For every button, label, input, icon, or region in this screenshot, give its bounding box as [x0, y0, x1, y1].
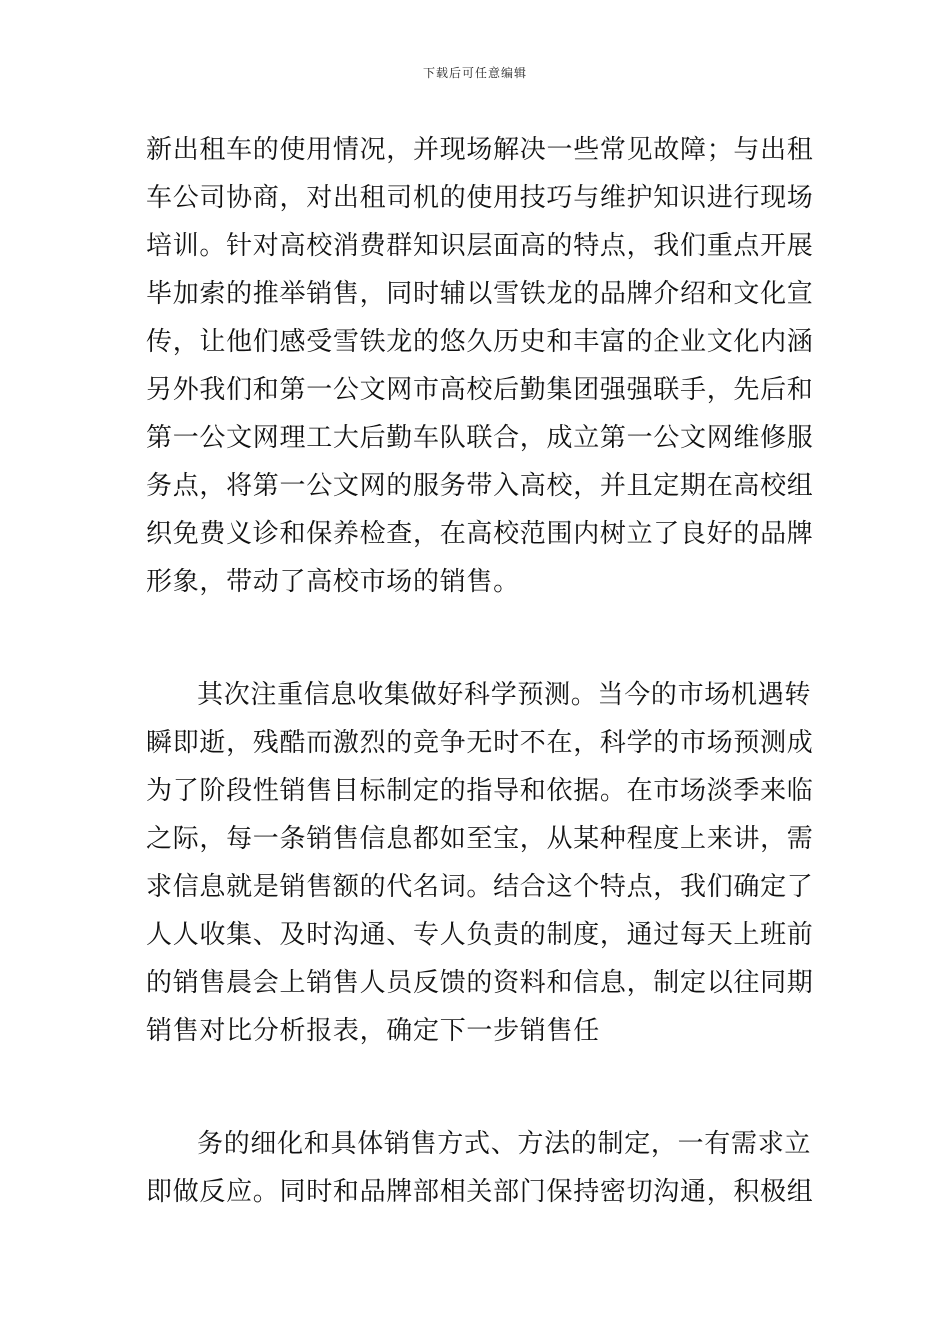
body-line: 新出租车的使用情况，并现场解决一些常见故障；与出租 [146, 135, 814, 165]
body-line: 车公司协商，对出租司机的使用技巧与维护知识进行现场 [146, 183, 814, 213]
body-line: 瞬即逝，残酷而激烈的竞争无时不在，科学的市场预测成 [146, 728, 814, 758]
body-line-indented: 务的细化和具体销售方式、方法的制定，一有需求立 [197, 1129, 812, 1159]
page-header: 下载后可任意编辑 [422, 66, 527, 80]
body-line: 毕加索的推举销售，同时辅以雪铁龙的品牌介绍和文化宣 [146, 279, 814, 309]
body-line-indented: 其次注重信息收集做好科学预测。当今的市场机遇转 [197, 680, 812, 710]
body-line: 即做反应。同时和品牌部相关部门保持密切沟通，积极组 [146, 1177, 814, 1207]
body-line: 形象，带动了高校市场的销售。 [146, 567, 520, 597]
body-line: 的销售晨会上销售人员反馈的资料和信息，制定以往同期 [146, 968, 814, 998]
body-line: 为了阶段性销售目标制定的指导和依据。在市场淡季来临 [146, 776, 814, 806]
body-line: 销售对比分析报表，确定下一步销售任 [146, 1016, 600, 1046]
body-line: 之际，每一条销售信息都如至宝，从某种程度上来讲，需 [146, 824, 814, 854]
body-line: 传，让他们感受雪铁龙的悠久历史和丰富的企业文化内涵 [146, 327, 814, 357]
body-line: 求信息就是销售额的代名词。结合这个特点，我们确定了 [146, 872, 814, 902]
body-line: 织免费义诊和保养检查，在高校范围内树立了良好的品牌 [146, 519, 814, 549]
body-line: 第一公文网理工大后勤车队联合，成立第一公文网维修服 [146, 423, 814, 453]
body-line: 另外我们和第一公文网市高校后勤集团强强联手，先后和 [146, 375, 814, 405]
body-line: 人人收集、及时沟通、专人负责的制度，通过每天上班前 [146, 920, 814, 950]
body-line: 培训。针对高校消费群知识层面高的特点，我们重点开展 [146, 231, 814, 261]
body-line: 务点，将第一公文网的服务带入高校，并且定期在高校组 [146, 471, 814, 501]
